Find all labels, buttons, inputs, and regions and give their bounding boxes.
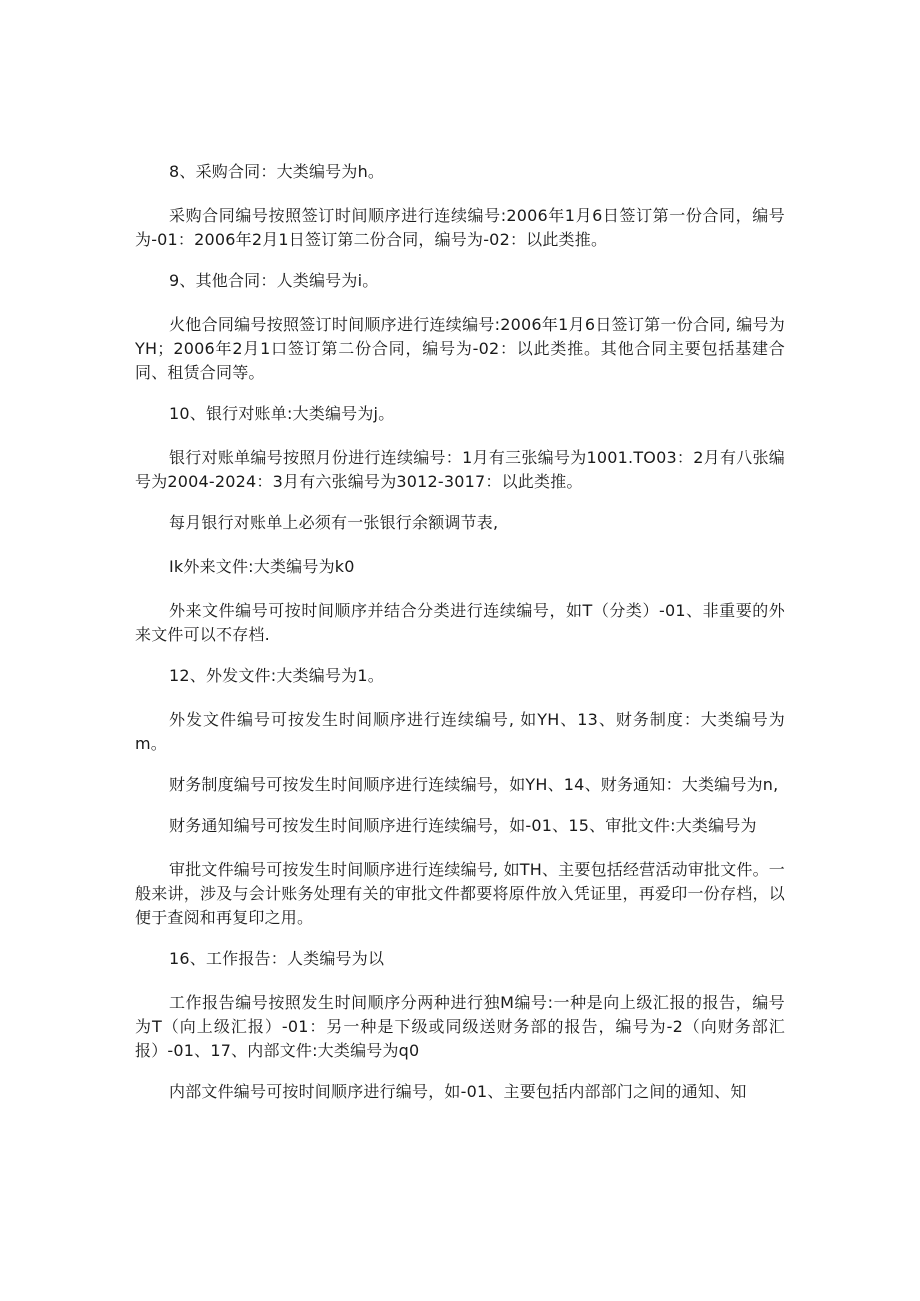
paragraph-financial-notice: 财务通知编号可按发生时间顺序进行连续编号，如-01、15、审批文件:大类编号为: [169, 816, 757, 835]
paragraph-bank-reconciliation: 每月银行对账单上必须有一张银行余额调节表,: [169, 513, 499, 532]
section-heading-purchase-contract: 8、采购合同：大类编号为h。: [169, 162, 385, 181]
paragraph-outgoing-files: 外发文件编号可按发生时间顺序进行连续编号, 如YH、13、财务制度：大类编号为m。: [135, 710, 785, 753]
section-heading-outgoing-files: 12、外发文件:大类编号为1。: [169, 666, 384, 685]
paragraph-internal-files: 内部文件编号可按时间顺序进行编号，如-01、主要包括内部部门之间的通知、知: [169, 1082, 747, 1101]
paragraph-financial-system: 财务制度编号可按发生时间顺序进行连续编号，如YH、14、财务通知：大类编号为n,: [169, 775, 779, 794]
document-body: [135, 160, 785, 1124]
section-heading-work-report: 16、工作报告：人类编号为以: [169, 949, 385, 968]
paragraph-approval-files: 审批文件编号可按发生时间顺序进行连续编号, 如TH、主要包括经营活动审批文件。一般来讲，涉及与会计账务处理有关的审批文件都要将原件放入凭证里，再爱印一份存档，以便于查阅和再复印之用。: [135, 860, 785, 927]
section-heading-external-files: Ik外来文件:大类编号为k0: [169, 557, 355, 576]
section-heading-bank-statement: 10、银行对账单:大类编号为j。: [169, 404, 395, 423]
paragraph-purchase-contract: 采购合同编号按照签订时间顺序进行连续编号:2006年1月6日签订第一份合同，编号为-01：2006年2月1日签订第二份合同，编号为-02：以此类推。: [135, 206, 785, 249]
paragraph-bank-statement: 银行对账单编号按照月份进行连续编号：1月有三张编号为1001.TO03：2月有八张编号为2004-2024：3月有六张编号为3012-3017：以此类推。: [135, 448, 785, 491]
paragraph-work-report: 工作报告编号按照发生时间顺序分两种进行独M编号:一种是向上级汇报的报告，编号为T（向上级汇报）-01：另一种是下级或同级送财务部的报告，编号为-2（向财务部汇报）-01、17、内部文件:大类编号为q0: [135, 993, 785, 1060]
section-heading-other-contract: 9、其他合同：人类编号为i。: [169, 271, 379, 290]
paragraph-other-contract: 火他合同编号按照签订时间顺序进行连续编号:2006年1月6日签订第一份合同, 编号为YH；2006年2月1口签订第二份合同，编号为-02：以此类推。其他合同主要包括基建合同、租赁合同等。: [135, 315, 785, 382]
paragraph-external-files: 外来文件编号可按时间顺序并结合分类进行连续编号，如T（分类）-01、非重要的外来文件可以不存档.: [135, 601, 785, 644]
